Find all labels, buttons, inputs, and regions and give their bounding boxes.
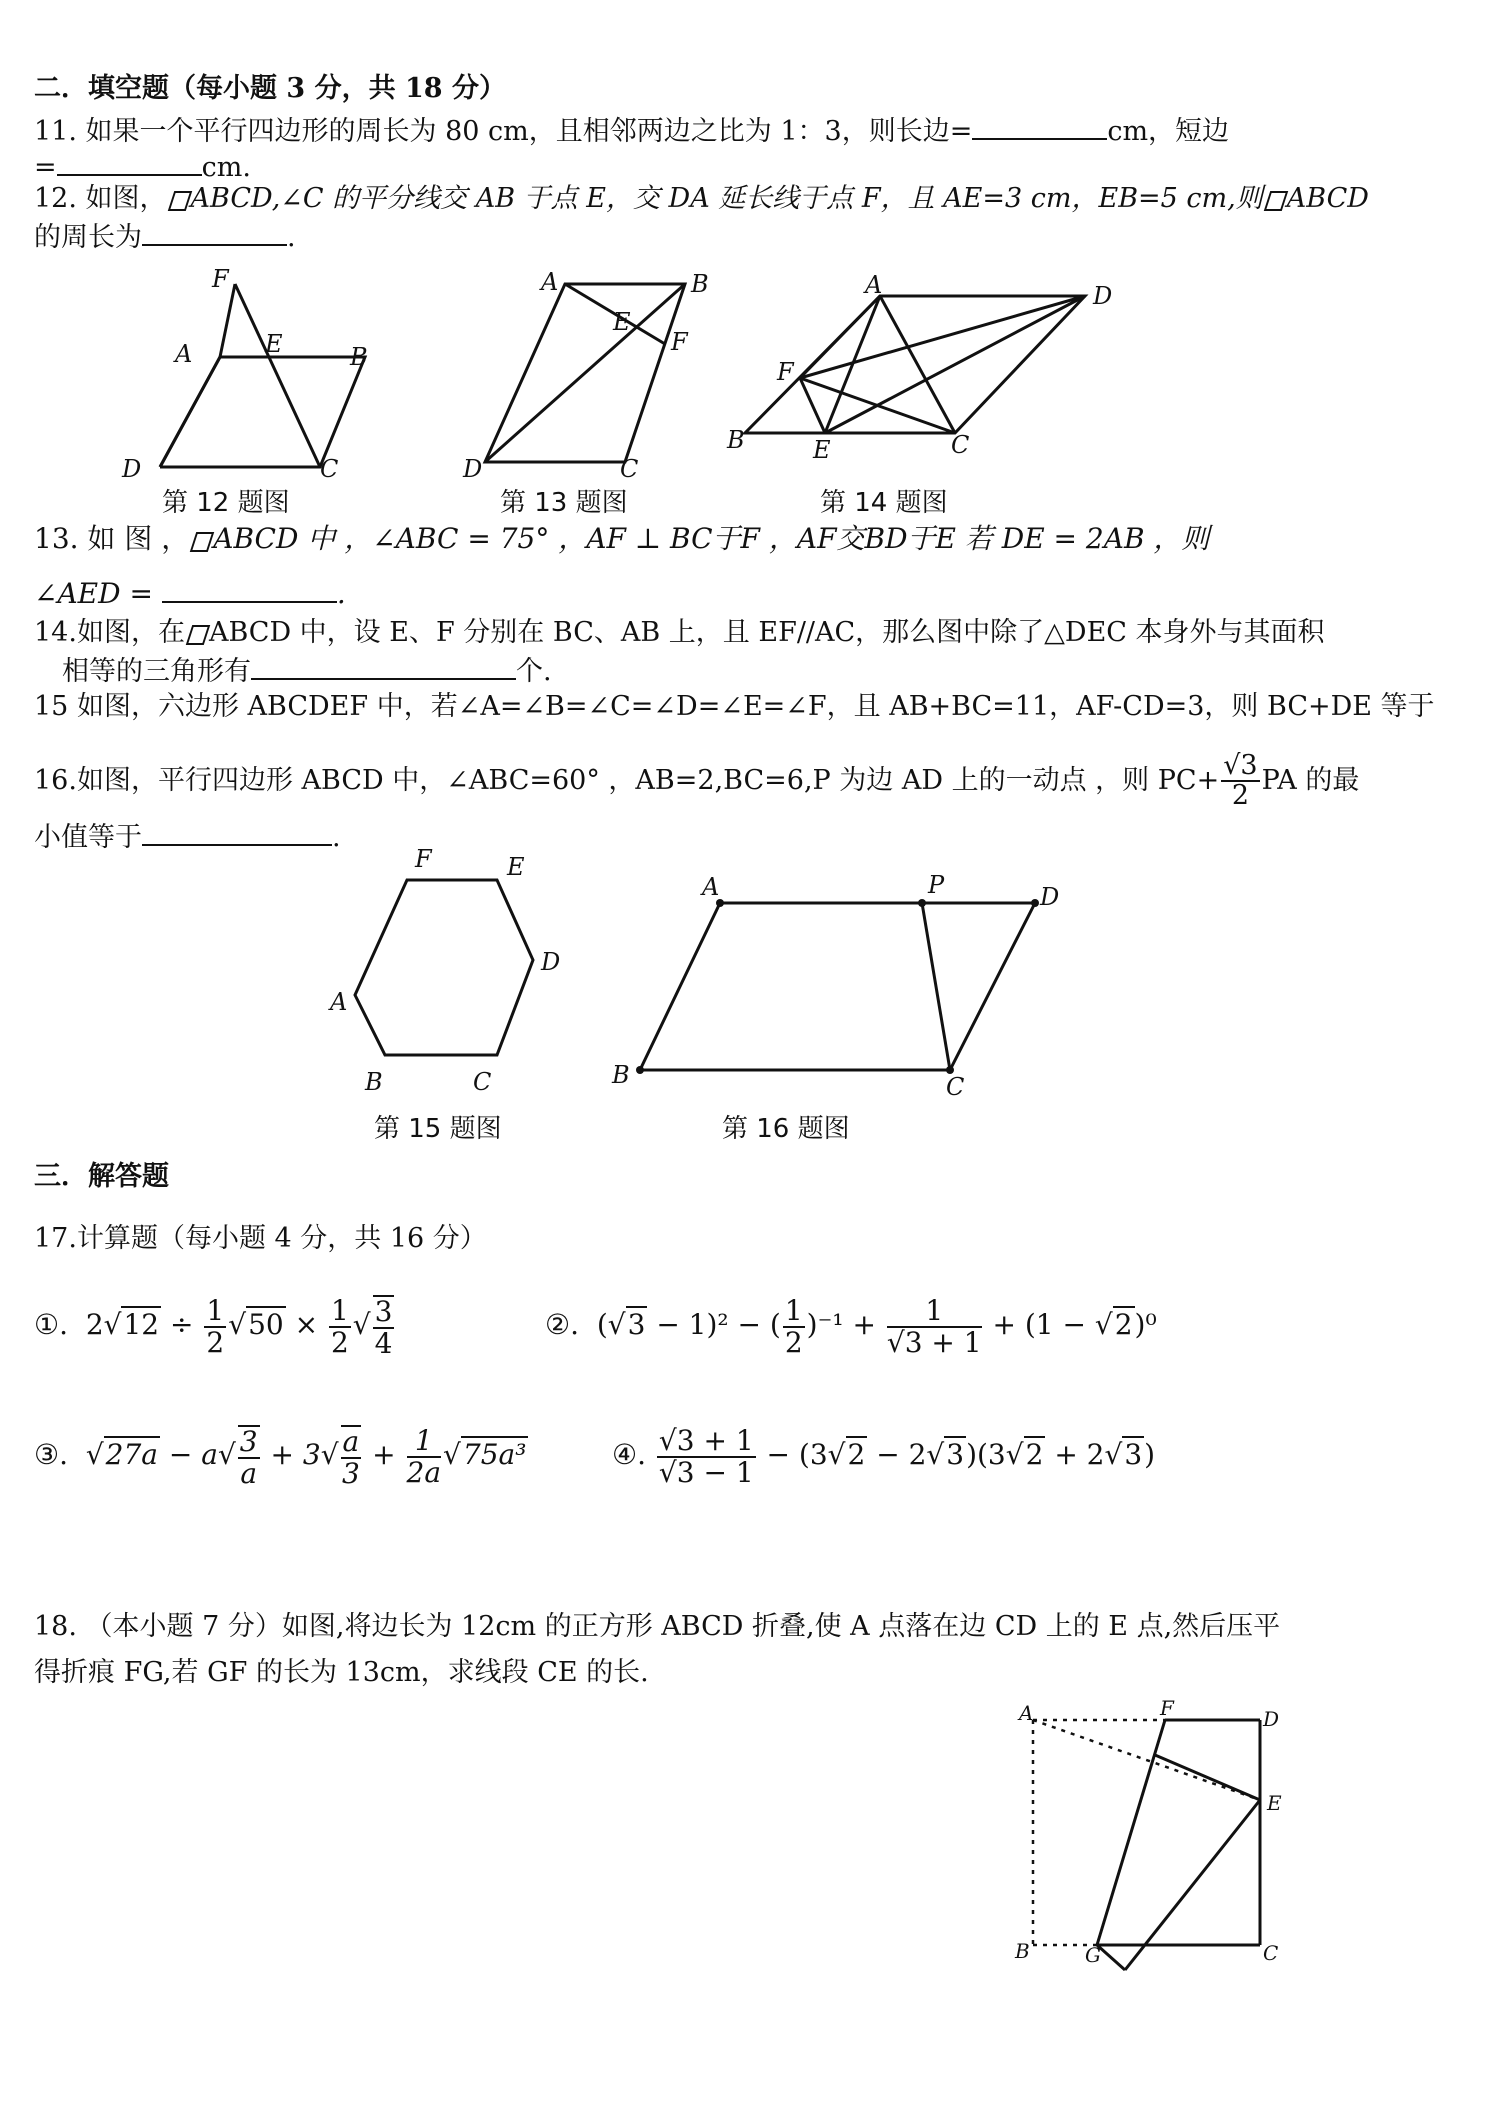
fig12-label-E: E bbox=[265, 330, 283, 358]
figure-12-caption: 第 12 题图 bbox=[162, 488, 290, 518]
fig12-label-F: F bbox=[212, 265, 229, 293]
fig14-label-E: E bbox=[813, 436, 831, 464]
figure-15 bbox=[325, 845, 575, 1105]
figure-13-caption: 第 13 题图 bbox=[500, 488, 628, 518]
question-11-line2 bbox=[34, 148, 251, 185]
fig15-label-C: C bbox=[473, 1068, 492, 1096]
q11-text: 11. 如果一个平行四边形的周长为 80 cm，且相邻两边之比为 1：3，则长边= bbox=[34, 116, 973, 147]
fig18-label-B: B bbox=[1015, 1939, 1030, 1963]
question-16-line1 bbox=[34, 752, 1359, 811]
question-15: 15 如图，六边形 ABCDEF 中，若∠A=∠B=∠C=∠D=∠E=∠F，且 AB+BC=11，AF-CD=3，则 BC+DE 等于 bbox=[34, 691, 1435, 722]
q13-text-b: ABCD 中 ，∠ABC = 75° ，AF ⊥ BC于F ，AF交BD于E 若 DE = 2AB ，则 bbox=[213, 522, 1210, 555]
q17-item-2-label: ②. bbox=[545, 1308, 580, 1341]
fig15-label-E: E bbox=[507, 853, 525, 881]
fig13-label-A: A bbox=[541, 268, 559, 296]
q17-item-1-label: ①. bbox=[34, 1308, 69, 1341]
q17-item-1: ①. 2√12 ÷ $\frac{1}{2}$ √50 × $\frac{1}{2}$ √ $\frac{3}{4}$ bbox=[34, 1294, 393, 1360]
question-18-line2: 得折痕 FG,若 GF 的长为 13cm，求线段 CE 的长. bbox=[34, 1657, 649, 1688]
fig18-label-F: F bbox=[1160, 1696, 1174, 1720]
figure-16-caption: 第 16 题图 bbox=[722, 1114, 850, 1144]
fig15-label-D: D bbox=[541, 948, 561, 976]
q13-text-d: . bbox=[336, 577, 346, 610]
q14-text-d: 个. bbox=[516, 656, 552, 687]
q12-text-b: ABCD,∠C 的平分线交 AB 于点 E，交 DA 延长线于点 F，且 AE=3 cm，EB=5 cm,则 bbox=[190, 183, 1263, 214]
figure-18 bbox=[1005, 1690, 1305, 1980]
figure-15-caption: 第 15 题图 bbox=[374, 1114, 502, 1144]
q17-item-4-label: ④. bbox=[612, 1438, 647, 1471]
q14-text-a: 14.如图，在 bbox=[34, 617, 185, 648]
q12-text-e: . bbox=[287, 222, 296, 253]
q14-count-blank[interactable] bbox=[251, 652, 516, 680]
q16-min-blank[interactable] bbox=[142, 818, 332, 846]
fig16-label-D: D bbox=[1040, 883, 1060, 911]
figure-13 bbox=[455, 262, 725, 482]
fig15-label-A: A bbox=[330, 988, 348, 1016]
q16-frac-num: √3 bbox=[1223, 750, 1258, 781]
fig18-label-E: E bbox=[1267, 1791, 1282, 1815]
fig16-label-P: P bbox=[928, 871, 945, 899]
q12-text-d: 的周长为 bbox=[34, 222, 142, 253]
q12-perimeter-blank[interactable] bbox=[142, 218, 287, 246]
question-18-line1: 18. （本小题 7 分）如图,将边长为 12cm 的正方形 ABCD 折叠,使 A 点落在边 CD 上的 E 点,然后压平 bbox=[34, 1611, 1281, 1642]
fig18-label-C: C bbox=[1263, 1941, 1279, 1965]
question-13-line1 bbox=[34, 522, 1209, 556]
parallelogram-icon bbox=[191, 532, 209, 550]
q13-angle-blank[interactable] bbox=[162, 575, 337, 603]
fig13-label-D: D bbox=[463, 455, 483, 482]
figure-14-caption: 第 14 题图 bbox=[820, 488, 948, 518]
fig14-label-A: A bbox=[865, 271, 883, 299]
section3-title: 三．解答题 bbox=[34, 1161, 169, 1192]
q16-text-b: PA 的最 bbox=[1261, 764, 1360, 796]
fig12-label-C: C bbox=[320, 455, 339, 482]
fig16-label-C: C bbox=[946, 1073, 965, 1101]
q16-frac-den: 2 bbox=[1231, 780, 1249, 812]
question-14-line2 bbox=[62, 652, 552, 689]
fig12-label-D: D bbox=[122, 455, 142, 482]
q16-fraction bbox=[1221, 752, 1259, 811]
q11-short-side-blank[interactable] bbox=[57, 148, 202, 176]
figure-14 bbox=[725, 268, 1125, 468]
q16-text-c: 小值等于 bbox=[34, 822, 142, 853]
parallelogram-icon bbox=[187, 625, 205, 643]
q16-text-d: . bbox=[332, 822, 341, 853]
q11-text-b: cm，短边 bbox=[1107, 116, 1230, 147]
fig14-label-D: D bbox=[1093, 282, 1113, 310]
q11-long-side-blank[interactable] bbox=[972, 112, 1107, 140]
q13-text-a: 13. 如 图 ， bbox=[34, 522, 190, 555]
fig13-label-E: E bbox=[613, 308, 631, 336]
question-14-line1 bbox=[34, 616, 1325, 650]
figure-16 bbox=[600, 865, 1100, 1105]
q12-text-c: ABCD bbox=[1286, 183, 1369, 214]
q11-text-c: = bbox=[34, 152, 57, 183]
q17-item-4: ④. $\frac{√3 + 1}{√3 - 1}$ − (3√2 − 2√3)(3√2 + 2√3) bbox=[612, 1424, 1156, 1489]
fig18-label-A: A bbox=[1019, 1701, 1034, 1725]
q14-text-b: ABCD 中，设 E、F 分别在 BC、AB 上，且 EF//AC，那么图中除了△DEC 本身外与其面积 bbox=[208, 617, 1325, 648]
q11-text-d: cm. bbox=[201, 152, 251, 183]
fig14-label-B: B bbox=[727, 426, 745, 454]
q16-text-a: 16.如图，平行四边形 ABCD 中，∠ABC=60° ，AB=2,BC=6,P 为边 AD 上的一动点 ，则 PC+ bbox=[34, 764, 1220, 796]
fig12-label-A: A bbox=[175, 340, 193, 368]
fig15-label-F: F bbox=[415, 845, 432, 873]
fig15-label-B: B bbox=[365, 1068, 383, 1096]
fig18-label-G: G bbox=[1085, 1943, 1101, 1967]
fig13-label-F: F bbox=[671, 328, 688, 356]
q14-text-c: 相等的三角形有 bbox=[62, 656, 251, 687]
fig14-label-F: F bbox=[777, 358, 794, 386]
section2-title: 二．填空题（每小题 3 分，共 18 分） bbox=[34, 73, 506, 104]
q17-item-3-label: ③. bbox=[34, 1438, 69, 1471]
parallelogram-icon bbox=[1265, 191, 1283, 209]
question-13-line2 bbox=[34, 575, 346, 611]
figure-12 bbox=[120, 262, 400, 482]
q13-text-c: ∠AED = bbox=[34, 577, 153, 610]
q12-text-a: 12. 如图， bbox=[34, 183, 167, 214]
question-16-line2 bbox=[34, 818, 341, 855]
fig18-label-D: D bbox=[1263, 1707, 1280, 1731]
fig14-label-C: C bbox=[951, 431, 970, 459]
fig16-label-A: A bbox=[702, 873, 720, 901]
parallelogram-icon bbox=[169, 191, 187, 209]
fig13-label-B: B bbox=[691, 270, 709, 298]
question-12-line2 bbox=[34, 218, 296, 255]
fig13-label-C: C bbox=[620, 455, 639, 482]
question-17-title: 17.计算题（每小题 4 分，共 16 分） bbox=[34, 1223, 487, 1254]
fig16-label-B: B bbox=[612, 1061, 630, 1089]
q17-item-2: ②. (√3 − 1)² − ( $\frac{1}{2}$ )⁻¹ + $\frac{1}{√3 + 1}$ + (1 − √2)⁰ bbox=[545, 1294, 1157, 1359]
question-11-line1 bbox=[34, 112, 1229, 149]
question-12-line1 bbox=[34, 182, 1369, 216]
fig12-label-B: B bbox=[350, 343, 368, 371]
q17-item-3: ③. √27a − a√ $\frac{3}{a}$ + 3√ $\frac{a}{3}$ + $\frac{1}{2a}$ √75a³ bbox=[34, 1424, 527, 1490]
